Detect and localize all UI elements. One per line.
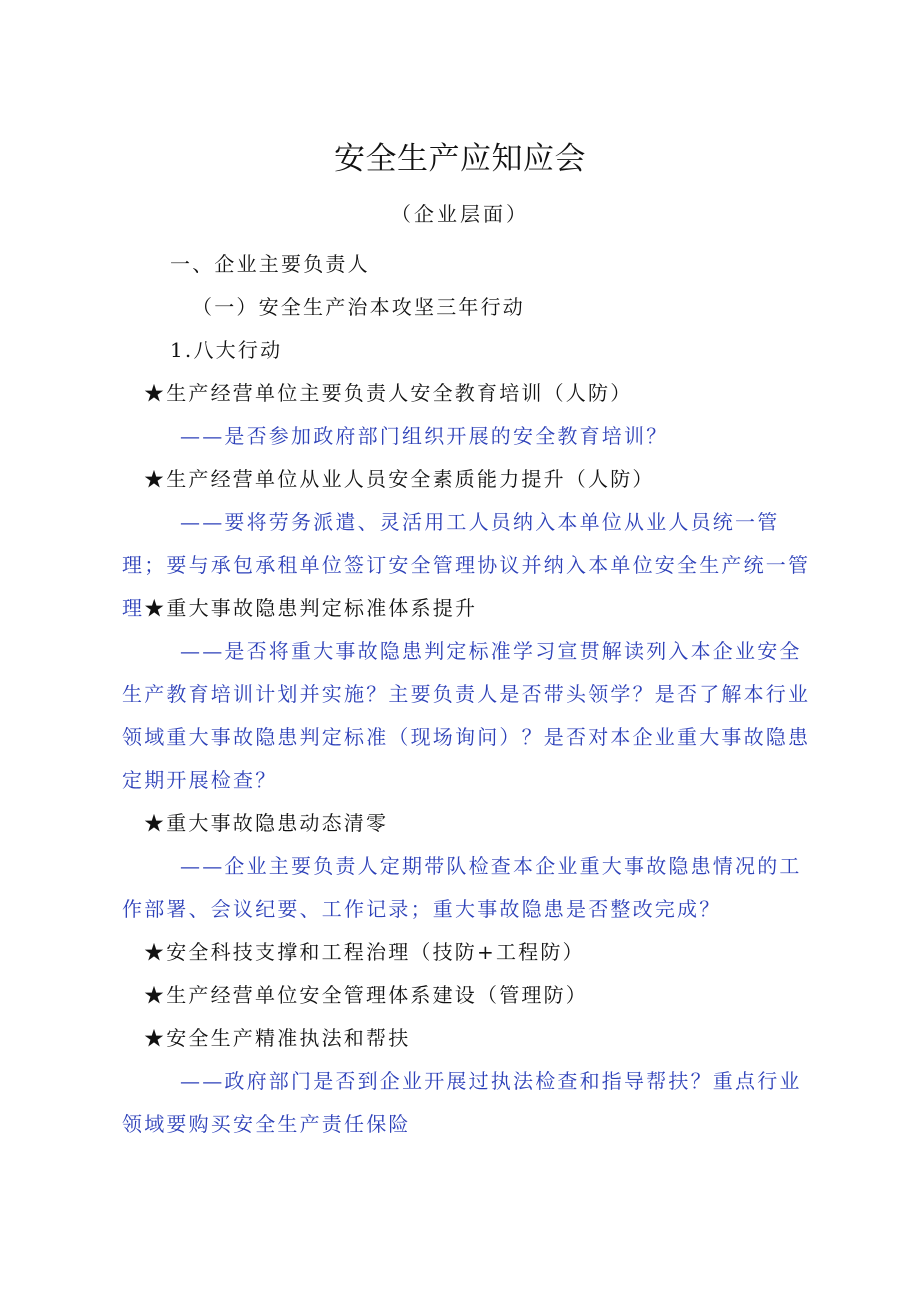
action-item-5: ★安全科技支撑和工程治理（技防+工程防） (144, 940, 585, 964)
section-heading-3: 1.八大行动 (170, 338, 283, 362)
action-item-6: ★生产经营单位安全管理体系建设（管理防） (144, 983, 588, 1007)
section-heading-1: 一、企业主要负责人 (170, 252, 370, 276)
action-item-3: ★重大事故隐患判定标准体系提升 (144, 596, 478, 620)
action-item-1: ★生产经营单位主要负责人安全教育培训（人防） (144, 381, 633, 405)
action-question-7: ——政府部门是否到企业开展过执法检查和指导帮扶？重点行业领域要购买安全生产责任保险 (122, 1069, 802, 1136)
action-question-2-paragraph (122, 501, 812, 630)
action-item-7: ★安全生产精准执法和帮扶 (144, 1026, 411, 1050)
action-question-1: ——是否参加政府部门组织开展的安全教育培训？ (180, 424, 669, 448)
action-question-2: ——要将劳务派遣、灵活用工人员纳入本单位从业人员统一管理；要与承包承租单位签订安全管理协议并纳入本单位安全生产统一管理 (122, 510, 811, 620)
document-body (122, 243, 812, 1146)
page-title: 安全生产应知应会 (334, 141, 586, 177)
section-heading-2: （一）安全生产治本攻坚三年行动 (192, 295, 525, 319)
action-question-4: ——企业主要负责人定期带队检查本企业重大事故隐患情况的工作部署、会议纪要、工作记录；重大事故隐患是否整改完成？ (122, 854, 802, 921)
action-item-2: ★生产经营单位从业人员安全素质能力提升（人防） (144, 467, 655, 491)
action-question-3: ——是否将重大事故隐患判定标准学习宣贯解读列入本企业安全生产教育培训计划并实施？主要负责人是否带头领学？是否了解本行业领域重大事故隐患判定标准（现场询问）？是否对本企业重大事故隐患定期开展检查？ (122, 639, 811, 792)
page-subtitle: （企业层面） (391, 202, 529, 226)
action-item-4: ★重大事故隐患动态清零 (144, 811, 389, 835)
